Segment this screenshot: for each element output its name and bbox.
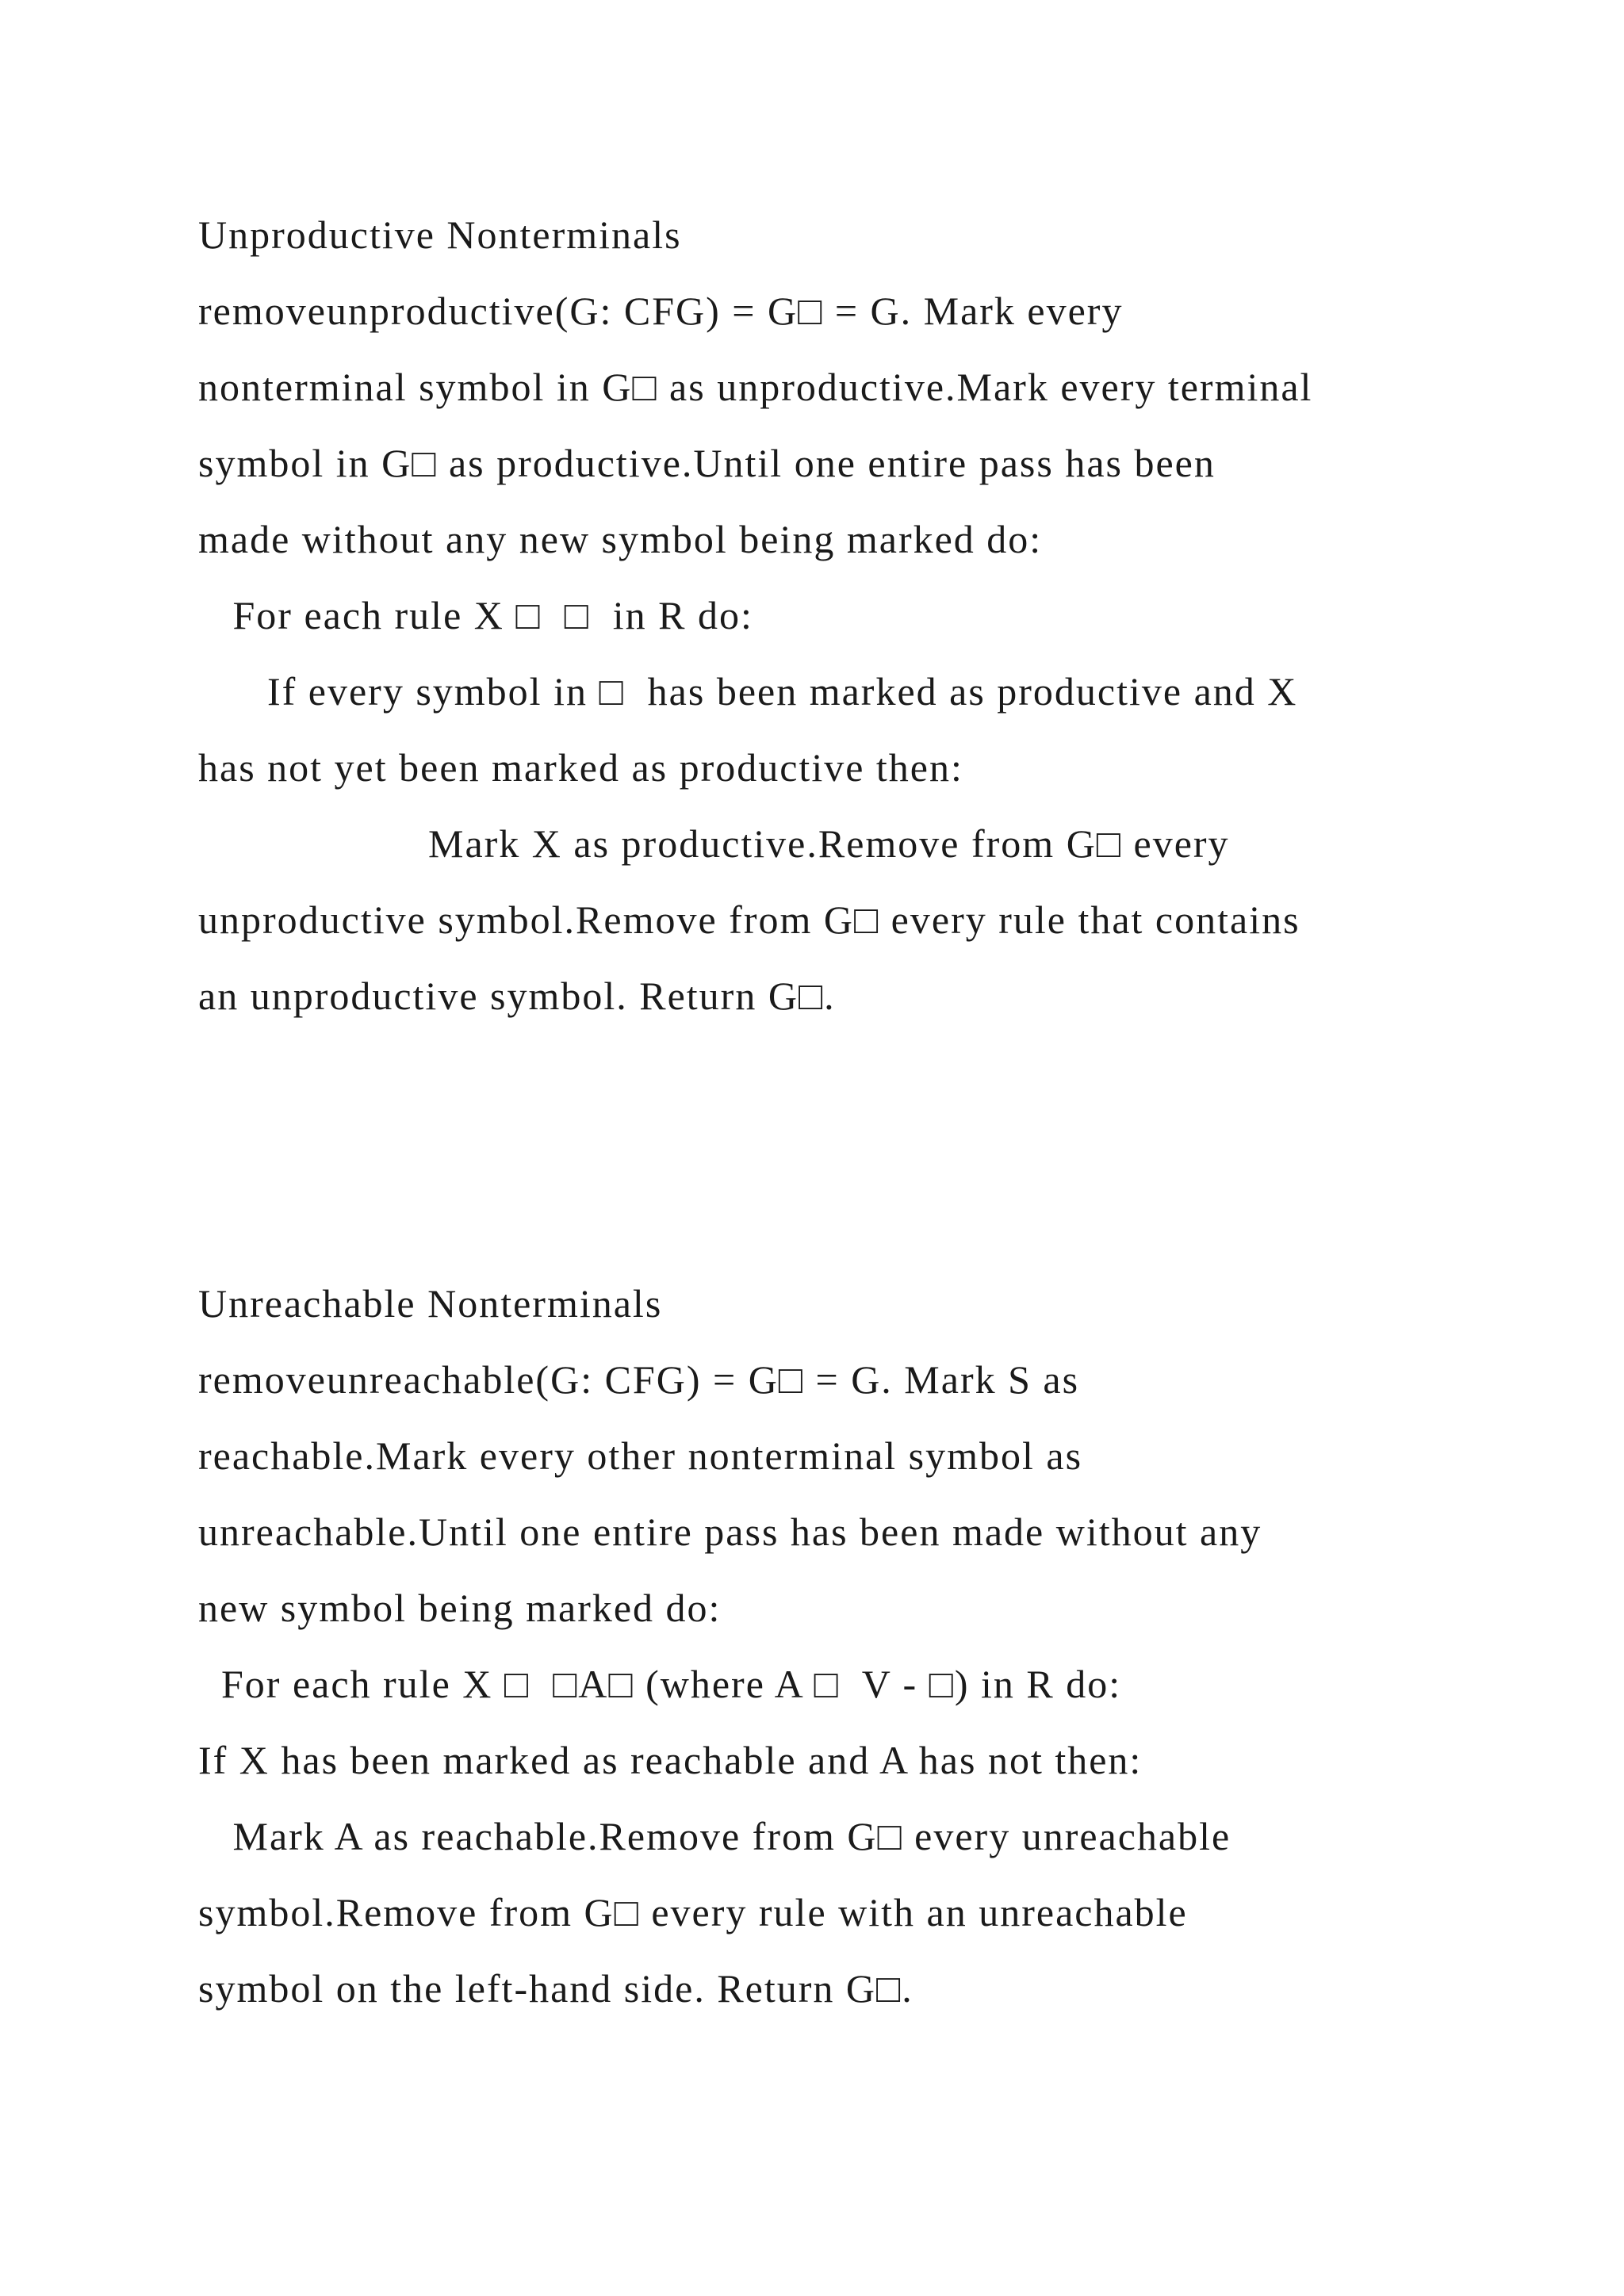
text-line: unproductive symbol.Remove from G□ every rule that contains [198,897,1300,942]
text-line: reachable.Mark every other nonterminal symbol as [198,1433,1083,1478]
text-line: symbol in G□ as productive.Until one entire pass has been [198,441,1216,485]
section-unproductive-nonterminals [198,197,1451,1034]
text-line: has not yet been marked as productive then: [198,745,963,790]
text-line: If every symbol in □ has been marked as productive and X [198,669,1298,714]
text-line: an unproductive symbol. Return G□. [198,974,836,1018]
text-line: Mark A as reachable.Remove from G□ every unreachable [198,1814,1231,1858]
text-line: unreachable.Until one entire pass has been made without any [198,1510,1262,1554]
text-line: removeunreachable(G: CFG) = G□ = G. Mark S as [198,1357,1080,1402]
text-line: symbol on the left-hand side. Return G□. [198,1966,914,2011]
text-line: made without any new symbol being marked do: [198,517,1043,561]
section-heading: Unreachable Nonterminals [198,1281,663,1326]
text-line: removeunproductive(G: CFG) = G□ = G. Mark every [198,289,1124,333]
text-line: symbol.Remove from G□ every rule with an unreachable [198,1890,1188,1934]
text-line: Mark X as productive.Remove from G□ every [198,821,1230,866]
section-unreachable-nonterminals [198,1265,1451,2026]
section-heading: Unproductive Nonterminals [198,212,682,257]
text-line: new symbol being marked do: [198,1586,722,1630]
text-line: For each rule X □ □ in R do: [198,593,753,637]
text-line: For each rule X □ □A□ (where A □ V - □) in R do: [198,1662,1122,1706]
text-line: nonterminal symbol in G□ as unproductive.Mark every terminal [198,365,1313,409]
text-line: If X has been marked as reachable and A has not then: [198,1738,1143,1782]
